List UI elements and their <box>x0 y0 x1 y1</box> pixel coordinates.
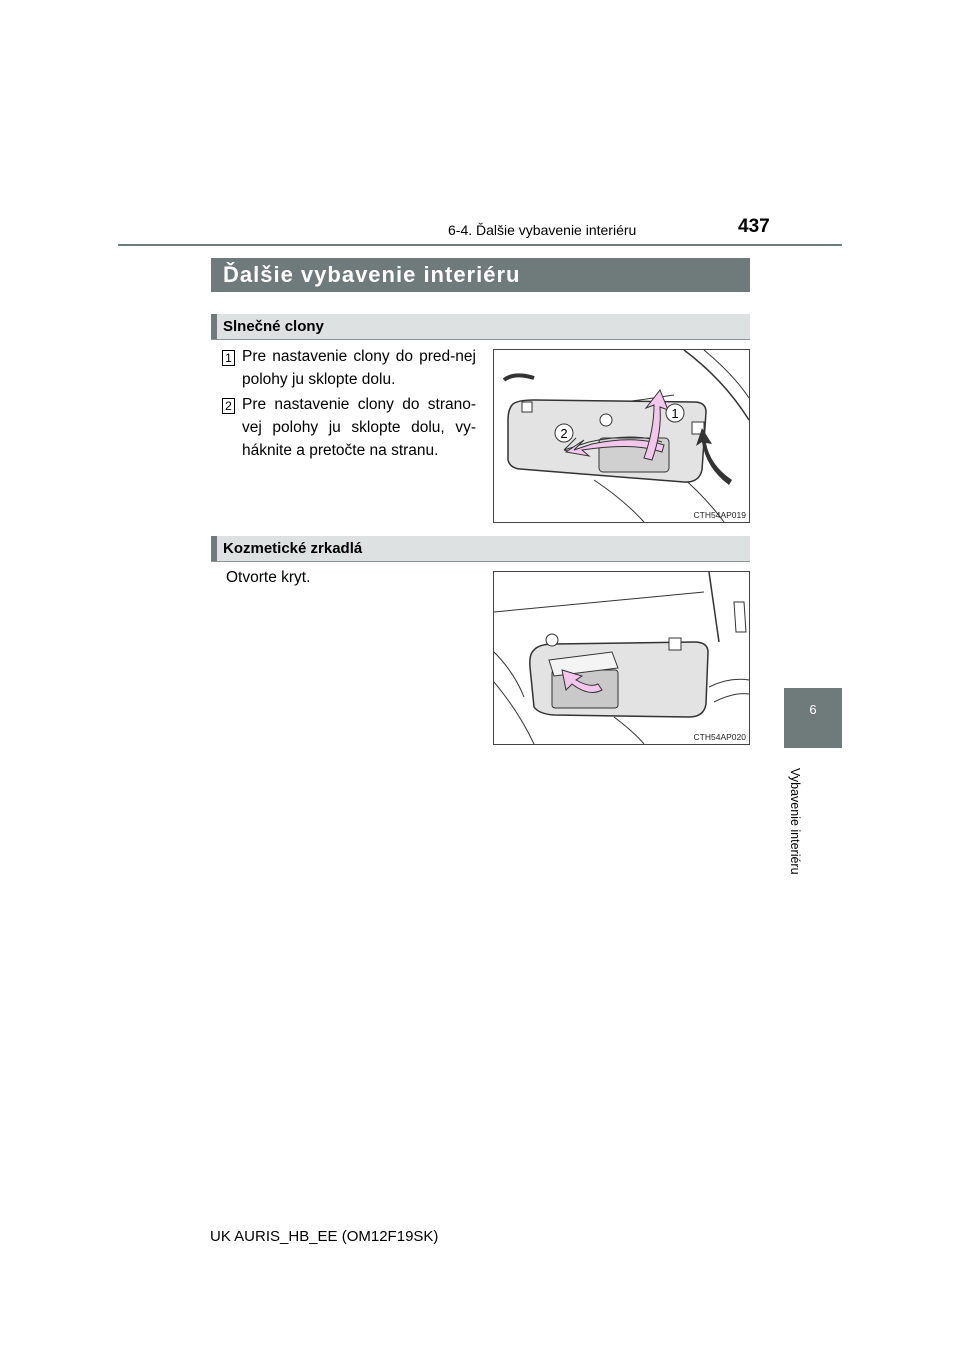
section-heading: Slnečné clony <box>223 318 324 335</box>
instruction-text: Otvorte kryt. <box>226 569 311 586</box>
running-header-section: 6-4. Ďalšie vybavenie interiéru <box>448 222 637 238</box>
sun-visor-illustration <box>494 350 749 522</box>
callout-2: 2 <box>560 426 568 441</box>
step-text: Pre nastavenie clony do pred-nej polohy ju sklopte dolu. <box>242 348 476 388</box>
figure-vanity-mirror <box>493 571 750 745</box>
figure-code: CTH54AP019 <box>693 510 746 520</box>
step-marker-1: 1 <box>222 350 235 366</box>
chapter-tab-title: Vybavenie interiéru <box>788 768 802 875</box>
step-text-1 <box>242 345 476 391</box>
callout-1: 1 <box>671 406 679 421</box>
chapter-tab-number: 6 <box>809 702 817 717</box>
vanity-mirror-illustration <box>494 572 749 744</box>
step-marker-2: 2 <box>222 398 235 414</box>
section-header-sun-visors <box>211 314 750 340</box>
figure-code: CTH54AP020 <box>693 732 746 742</box>
section-heading: Kozmetické zrkadlá <box>223 540 363 557</box>
figure-sun-visor <box>493 349 750 523</box>
step-text-2 <box>242 393 476 462</box>
section-header-vanity-mirrors <box>211 536 750 562</box>
chapter-tab <box>784 688 842 748</box>
header-rule <box>118 244 842 246</box>
document-footer: UK AURIS_HB_EE (OM12F19SK) <box>210 1228 439 1245</box>
page-title: Ďalšie vybavenie interiéru <box>211 258 750 292</box>
page-number: 437 <box>738 216 770 237</box>
step-text: Pre nastavenie clony do strano-vej polohy ju sklopte dolu, vy-háknite a pretočte na stranu. <box>242 396 476 459</box>
